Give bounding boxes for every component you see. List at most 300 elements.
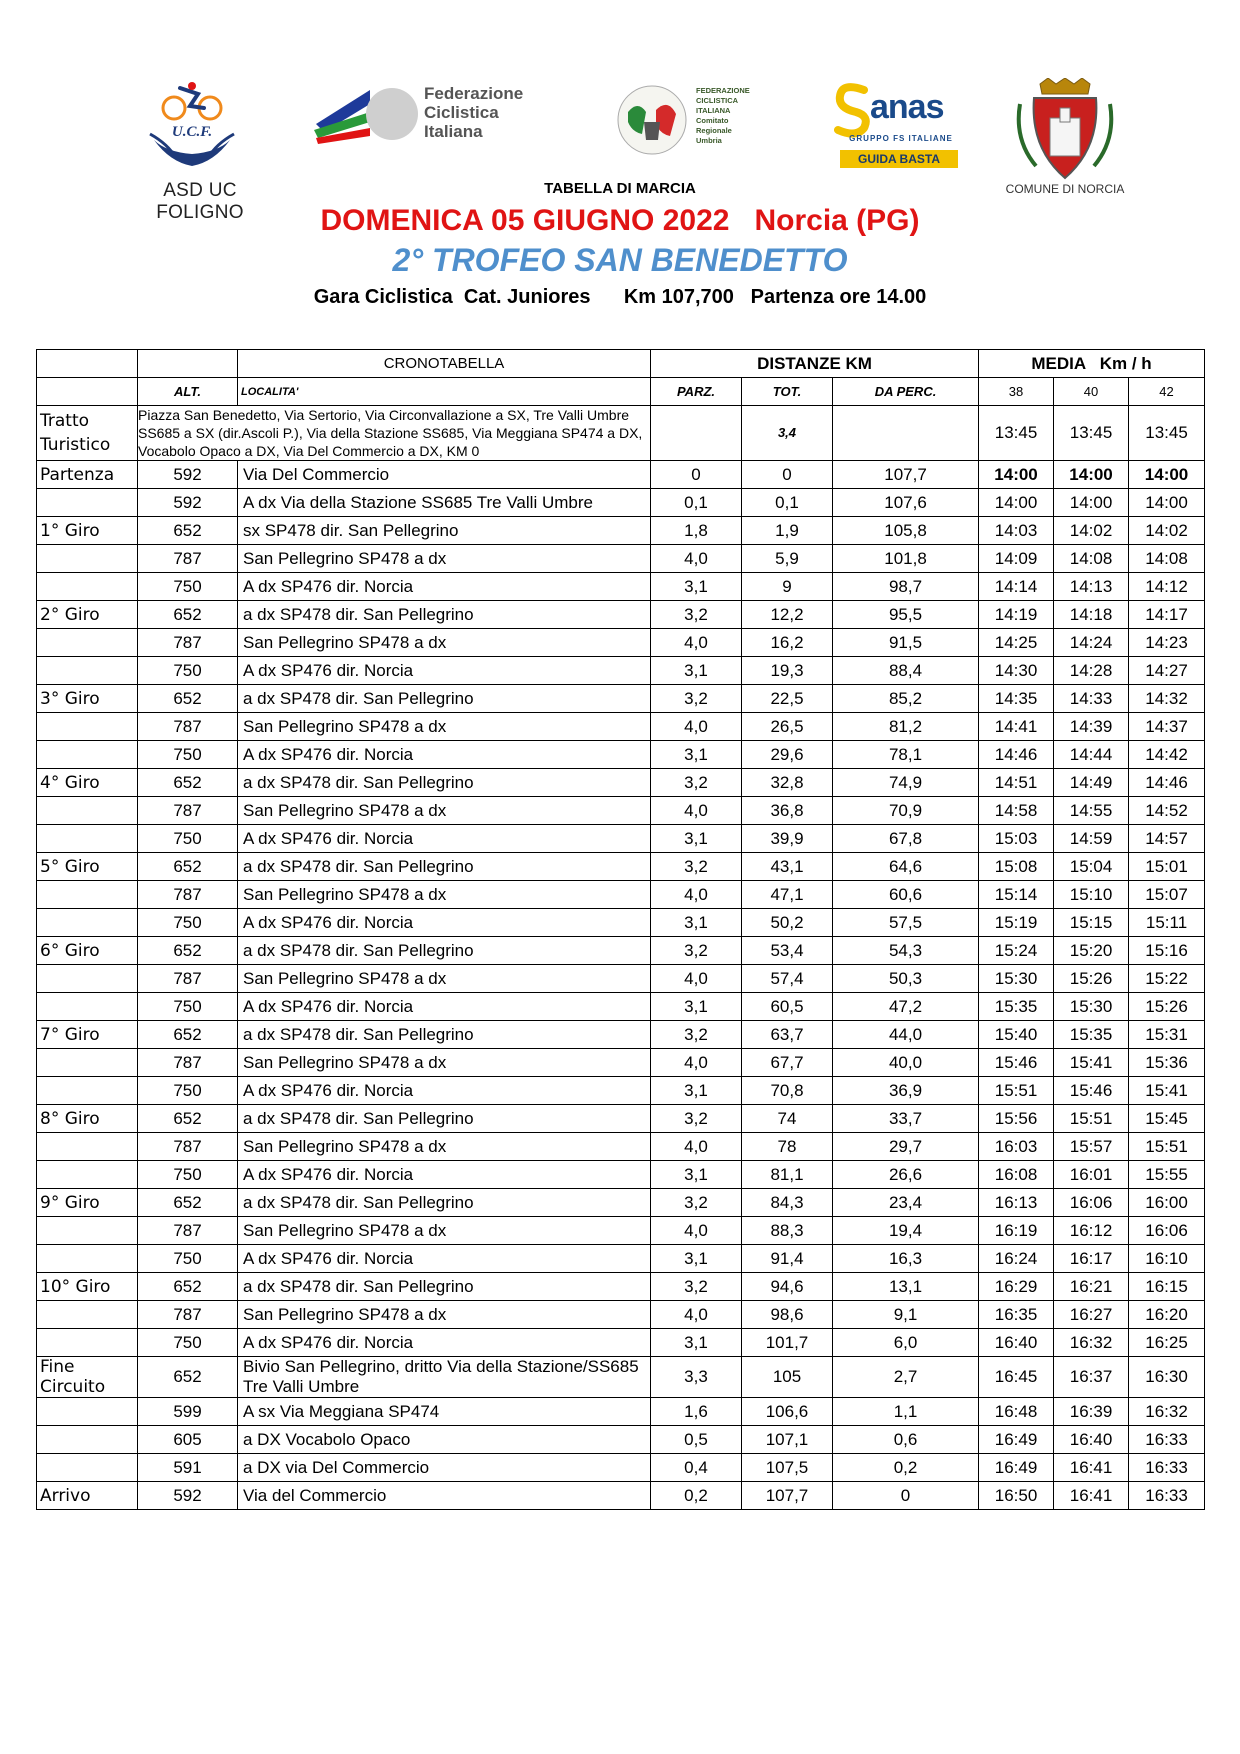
location-cell: Via del Commercio bbox=[238, 1482, 651, 1510]
crono-header: CRONOTABELLA bbox=[238, 350, 651, 378]
tot-cell: 26,5 bbox=[742, 713, 833, 741]
time-38: 16:13 bbox=[979, 1189, 1054, 1217]
parz-cell: 3,1 bbox=[651, 825, 742, 853]
location-cell: a dx SP478 dir. San Pellegrino bbox=[238, 937, 651, 965]
location-cell: a dx SP478 dir. San Pellegrino bbox=[238, 769, 651, 797]
table-row bbox=[37, 853, 1205, 881]
row-label: 6° Giro bbox=[37, 937, 138, 965]
time-40: 14:28 bbox=[1054, 657, 1129, 685]
daperc-cell: 2,7 bbox=[833, 1357, 979, 1398]
table-row bbox=[37, 685, 1205, 713]
time-42: 14:46 bbox=[1129, 769, 1205, 797]
parz-cell: 4,0 bbox=[651, 713, 742, 741]
parz-cell: 4,0 bbox=[651, 965, 742, 993]
altitude-cell: 599 bbox=[138, 1398, 238, 1426]
time-40: 16:12 bbox=[1054, 1217, 1129, 1245]
parz-cell: 4,0 bbox=[651, 1049, 742, 1077]
daperc-cell: 85,2 bbox=[833, 685, 979, 713]
alt-header: ALT. bbox=[138, 378, 238, 406]
daperc-cell: 98,7 bbox=[833, 573, 979, 601]
table-row bbox=[37, 1329, 1205, 1357]
table-row bbox=[37, 1105, 1205, 1133]
race-subtitle: Gara Ciclistica Cat. Juniores Km 107,700 Partenza ore 14.00 bbox=[313, 286, 927, 308]
time-38: 14:41 bbox=[979, 713, 1054, 741]
tot-cell: 47,1 bbox=[742, 881, 833, 909]
time-38: 13:45 bbox=[979, 406, 1054, 461]
parz-cell: 1,6 bbox=[651, 1398, 742, 1426]
fci-umbria-text: FEDERAZIONE CICLISTICA ITALIANA Comitato Regionale Umbria bbox=[696, 86, 750, 145]
altitude-cell: 750 bbox=[138, 993, 238, 1021]
time-38: 15:03 bbox=[979, 825, 1054, 853]
time-38: 16:45 bbox=[979, 1357, 1054, 1398]
daperc-cell: 47,2 bbox=[833, 993, 979, 1021]
table-row bbox=[37, 909, 1205, 937]
row-label: Partenza bbox=[37, 461, 138, 489]
cronotabella-table bbox=[36, 349, 1205, 1510]
table-row bbox=[37, 881, 1205, 909]
row-label: 1° Giro bbox=[37, 517, 138, 545]
header-row-2 bbox=[37, 378, 1205, 406]
row-label bbox=[37, 545, 138, 573]
time-40: 14:24 bbox=[1054, 629, 1129, 657]
row-label: Tratto Turistico bbox=[37, 406, 138, 461]
time-40: 15:30 bbox=[1054, 993, 1129, 1021]
altitude-cell: 750 bbox=[138, 657, 238, 685]
time-42: 14:02 bbox=[1129, 517, 1205, 545]
row-label bbox=[37, 1454, 138, 1482]
row-label bbox=[37, 1398, 138, 1426]
time-42: 15:51 bbox=[1129, 1133, 1205, 1161]
time-40: 15:04 bbox=[1054, 853, 1129, 881]
time-42: 14:32 bbox=[1129, 685, 1205, 713]
parz-cell: 3,2 bbox=[651, 1021, 742, 1049]
time-38: 15:46 bbox=[979, 1049, 1054, 1077]
tot-cell: 22,5 bbox=[742, 685, 833, 713]
table-row bbox=[37, 797, 1205, 825]
tot-cell: 39,9 bbox=[742, 825, 833, 853]
tot-cell: 1,9 bbox=[742, 517, 833, 545]
parz-cell: 3,2 bbox=[651, 937, 742, 965]
time-40: 13:45 bbox=[1054, 406, 1129, 461]
daperc-cell: 40,0 bbox=[833, 1049, 979, 1077]
time-42: 15:55 bbox=[1129, 1161, 1205, 1189]
time-38: 14:09 bbox=[979, 545, 1054, 573]
row-label bbox=[37, 1329, 138, 1357]
tot-cell: 107,1 bbox=[742, 1426, 833, 1454]
parz-cell: 0,2 bbox=[651, 1482, 742, 1510]
parz-cell: 3,3 bbox=[651, 1357, 742, 1398]
tot-cell: 9 bbox=[742, 573, 833, 601]
tot-cell: 29,6 bbox=[742, 741, 833, 769]
row-label: Arrivo bbox=[37, 1482, 138, 1510]
location-cell: a dx SP478 dir. San Pellegrino bbox=[238, 853, 651, 881]
daperc-cell: 23,4 bbox=[833, 1189, 979, 1217]
time-38: 15:40 bbox=[979, 1021, 1054, 1049]
time-40: 14:59 bbox=[1054, 825, 1129, 853]
time-40: 15:51 bbox=[1054, 1105, 1129, 1133]
tot-cell: 107,7 bbox=[742, 1482, 833, 1510]
time-42: 14:37 bbox=[1129, 713, 1205, 741]
time-38: 16:50 bbox=[979, 1482, 1054, 1510]
location-cell: A dx SP476 dir. Norcia bbox=[238, 1161, 651, 1189]
daperc-cell: 0,6 bbox=[833, 1426, 979, 1454]
altitude-cell: 652 bbox=[138, 517, 238, 545]
time-42: 15:26 bbox=[1129, 993, 1205, 1021]
tratto-turistico-tot: 3,4 bbox=[742, 406, 833, 461]
location-cell: San Pellegrino SP478 a dx bbox=[238, 1049, 651, 1077]
location-cell: San Pellegrino SP478 a dx bbox=[238, 797, 651, 825]
time-42: 14:23 bbox=[1129, 629, 1205, 657]
location-cell: A dx Via della Stazione SS685 Tre Valli Umbre bbox=[238, 489, 651, 517]
parz-cell: 3,1 bbox=[651, 741, 742, 769]
parz-cell: 3,2 bbox=[651, 769, 742, 797]
time-42: 16:33 bbox=[1129, 1482, 1205, 1510]
time-42: 16:10 bbox=[1129, 1245, 1205, 1273]
location-cell: a dx SP478 dir. San Pellegrino bbox=[238, 685, 651, 713]
altitude-cell: 787 bbox=[138, 713, 238, 741]
altitude-cell: 652 bbox=[138, 937, 238, 965]
time-40: 14:55 bbox=[1054, 797, 1129, 825]
tot-cell: 36,8 bbox=[742, 797, 833, 825]
localita-header: LOCALITA' bbox=[238, 378, 651, 406]
time-42: 14:52 bbox=[1129, 797, 1205, 825]
location-cell: A dx SP476 dir. Norcia bbox=[238, 1245, 651, 1273]
daperc-cell: 50,3 bbox=[833, 965, 979, 993]
tot-cell: 101,7 bbox=[742, 1329, 833, 1357]
norcia-crest-icon bbox=[990, 78, 1140, 182]
time-38: 16:40 bbox=[979, 1329, 1054, 1357]
altitude-cell: 652 bbox=[138, 1357, 238, 1398]
svg-text:U.C.F.: U.C.F. bbox=[171, 124, 213, 140]
time-40: 14:49 bbox=[1054, 769, 1129, 797]
table-row bbox=[37, 1133, 1205, 1161]
time-40: 16:41 bbox=[1054, 1454, 1129, 1482]
time-42: 16:00 bbox=[1129, 1189, 1205, 1217]
location-cell: A dx SP476 dir. Norcia bbox=[238, 909, 651, 937]
altitude-cell: 750 bbox=[138, 825, 238, 853]
time-38: 14:25 bbox=[979, 629, 1054, 657]
parz-cell: 3,1 bbox=[651, 573, 742, 601]
parz-cell: 3,2 bbox=[651, 853, 742, 881]
time-42: 15:01 bbox=[1129, 853, 1205, 881]
time-38: 14:46 bbox=[979, 741, 1054, 769]
time-40: 15:46 bbox=[1054, 1077, 1129, 1105]
time-38: 16:24 bbox=[979, 1245, 1054, 1273]
time-40: 15:41 bbox=[1054, 1049, 1129, 1077]
daperc-cell: 88,4 bbox=[833, 657, 979, 685]
tot-cell: 74 bbox=[742, 1105, 833, 1133]
tabella-di-marcia-label: TABELLA DI MARCIA bbox=[544, 180, 696, 197]
row-label bbox=[37, 489, 138, 517]
location-cell: a dx SP478 dir. San Pellegrino bbox=[238, 601, 651, 629]
daperc-cell: 107,7 bbox=[833, 461, 979, 489]
time-40: 14:33 bbox=[1054, 685, 1129, 713]
tot-cell: 81,1 bbox=[742, 1161, 833, 1189]
parz-cell: 3,2 bbox=[651, 685, 742, 713]
daperc-cell: 44,0 bbox=[833, 1021, 979, 1049]
parz-cell: 3,1 bbox=[651, 657, 742, 685]
daperc-cell: 60,6 bbox=[833, 881, 979, 909]
row-label bbox=[37, 881, 138, 909]
parz-cell: 3,1 bbox=[651, 1161, 742, 1189]
row-label bbox=[37, 825, 138, 853]
time-38: 14:14 bbox=[979, 573, 1054, 601]
tot-cell: 105 bbox=[742, 1357, 833, 1398]
altitude-cell: 652 bbox=[138, 601, 238, 629]
row-label: 8° Giro bbox=[37, 1105, 138, 1133]
time-42: 14:57 bbox=[1129, 825, 1205, 853]
altitude-cell: 592 bbox=[138, 1482, 238, 1510]
location-cell: a dx SP478 dir. San Pellegrino bbox=[238, 1189, 651, 1217]
daperc-cell: 26,6 bbox=[833, 1161, 979, 1189]
time-40: 14:39 bbox=[1054, 713, 1129, 741]
time-42: 16:25 bbox=[1129, 1329, 1205, 1357]
row-label bbox=[37, 1049, 138, 1077]
row-label bbox=[37, 909, 138, 937]
location-cell: San Pellegrino SP478 a dx bbox=[238, 965, 651, 993]
time-38: 14:19 bbox=[979, 601, 1054, 629]
fci-umbria-logo bbox=[612, 82, 772, 162]
parz-cell: 0,1 bbox=[651, 489, 742, 517]
time-42: 14:00 bbox=[1129, 489, 1205, 517]
parz-cell: 4,0 bbox=[651, 545, 742, 573]
time-42: 14:12 bbox=[1129, 573, 1205, 601]
row-label: 5° Giro bbox=[37, 853, 138, 881]
umbria-griffin-icon bbox=[612, 82, 692, 160]
parz-cell: 4,0 bbox=[651, 629, 742, 657]
speed-42-header: 42 bbox=[1129, 378, 1205, 406]
tratto-turistico-desc: Piazza San Benedetto, Via Sertorio, Via Circonvallazione a SX, Tre Valli Umbre SS685 a SX (dir.Ascoli P.), Via della Stazione SS685, Via Meggiana SP474 a DX, Vocabolo Opaco a DX, Via Del Commercio a DX, KM 0 bbox=[138, 406, 651, 461]
tot-cell: 16,2 bbox=[742, 629, 833, 657]
time-42: 16:33 bbox=[1129, 1426, 1205, 1454]
row-label bbox=[37, 657, 138, 685]
time-40: 16:21 bbox=[1054, 1273, 1129, 1301]
time-40: 15:10 bbox=[1054, 881, 1129, 909]
tot-cell: 78 bbox=[742, 1133, 833, 1161]
table-row bbox=[37, 769, 1205, 797]
speed-40-header: 40 bbox=[1054, 378, 1129, 406]
anas-logo bbox=[832, 78, 964, 170]
time-42: 15:07 bbox=[1129, 881, 1205, 909]
location-cell: A sx Via Meggiana SP474 bbox=[238, 1398, 651, 1426]
table-row bbox=[37, 629, 1205, 657]
location-cell: a DX Vocabolo Opaco bbox=[238, 1426, 651, 1454]
time-40: 14:44 bbox=[1054, 741, 1129, 769]
location-cell: a dx SP478 dir. San Pellegrino bbox=[238, 1021, 651, 1049]
daperc-cell: 33,7 bbox=[833, 1105, 979, 1133]
tot-cell: 91,4 bbox=[742, 1245, 833, 1273]
tot-cell: 70,8 bbox=[742, 1077, 833, 1105]
altitude-cell: 750 bbox=[138, 909, 238, 937]
time-40: 15:15 bbox=[1054, 909, 1129, 937]
time-42: 16:06 bbox=[1129, 1217, 1205, 1245]
altitude-cell: 605 bbox=[138, 1426, 238, 1454]
daperc-cell: 54,3 bbox=[833, 937, 979, 965]
daperc-cell: 29,7 bbox=[833, 1133, 979, 1161]
tot-cell: 107,5 bbox=[742, 1454, 833, 1482]
time-42: 15:31 bbox=[1129, 1021, 1205, 1049]
parz-cell: 0 bbox=[651, 461, 742, 489]
tot-cell: 60,5 bbox=[742, 993, 833, 1021]
row-label: 3° Giro bbox=[37, 685, 138, 713]
parz-cell: 4,0 bbox=[651, 1301, 742, 1329]
tot-cell: 43,1 bbox=[742, 853, 833, 881]
fci-logo bbox=[310, 82, 524, 146]
parz-cell: 3,2 bbox=[651, 1105, 742, 1133]
row-label: 9° Giro bbox=[37, 1189, 138, 1217]
race-name-title: 2° TROFEO SAN BENEDETTO bbox=[392, 242, 848, 278]
daperc-cell: 91,5 bbox=[833, 629, 979, 657]
table-row bbox=[37, 937, 1205, 965]
time-40: 14:00 bbox=[1054, 461, 1129, 489]
table-row bbox=[37, 825, 1205, 853]
time-40: 16:01 bbox=[1054, 1161, 1129, 1189]
table-row bbox=[37, 489, 1205, 517]
fci-text: Federazione Ciclistica Italiana bbox=[424, 84, 524, 141]
row-label bbox=[37, 993, 138, 1021]
time-40: 16:39 bbox=[1054, 1398, 1129, 1426]
location-cell: San Pellegrino SP478 a dx bbox=[238, 629, 651, 657]
time-38: 14:00 bbox=[979, 489, 1054, 517]
location-cell: San Pellegrino SP478 a dx bbox=[238, 1301, 651, 1329]
time-38: 16:03 bbox=[979, 1133, 1054, 1161]
altitude-cell: 652 bbox=[138, 1021, 238, 1049]
location-cell: A dx SP476 dir. Norcia bbox=[238, 825, 651, 853]
time-42: 16:20 bbox=[1129, 1301, 1205, 1329]
time-38: 16:35 bbox=[979, 1301, 1054, 1329]
table-row bbox=[37, 1189, 1205, 1217]
parz-cell: 4,0 bbox=[651, 1217, 742, 1245]
tot-cell: 19,3 bbox=[742, 657, 833, 685]
time-38: 14:03 bbox=[979, 517, 1054, 545]
table-row bbox=[37, 601, 1205, 629]
row-label bbox=[37, 1133, 138, 1161]
altitude-cell: 750 bbox=[138, 1077, 238, 1105]
table-row bbox=[37, 741, 1205, 769]
altitude-cell: 652 bbox=[138, 853, 238, 881]
altitude-cell: 750 bbox=[138, 1161, 238, 1189]
table-row bbox=[37, 965, 1205, 993]
altitude-cell: 787 bbox=[138, 545, 238, 573]
altitude-cell: 787 bbox=[138, 1133, 238, 1161]
time-38: 14:35 bbox=[979, 685, 1054, 713]
time-40: 15:26 bbox=[1054, 965, 1129, 993]
location-cell: Bivio San Pellegrino, dritto Via della Stazione/SS685 Tre Valli Umbre bbox=[238, 1357, 651, 1398]
location-cell: A dx SP476 dir. Norcia bbox=[238, 573, 651, 601]
time-40: 16:27 bbox=[1054, 1301, 1129, 1329]
time-42: 15:16 bbox=[1129, 937, 1205, 965]
time-42: 14:17 bbox=[1129, 601, 1205, 629]
table-row bbox=[37, 1049, 1205, 1077]
row-label bbox=[37, 1426, 138, 1454]
altitude-cell: 787 bbox=[138, 629, 238, 657]
time-38: 15:56 bbox=[979, 1105, 1054, 1133]
daperc-cell: 0,2 bbox=[833, 1454, 979, 1482]
location-cell: Via Del Commercio bbox=[238, 461, 651, 489]
time-38: 14:00 bbox=[979, 461, 1054, 489]
parz-cell: 4,0 bbox=[651, 797, 742, 825]
anas-word: anas bbox=[870, 88, 944, 126]
daperc-cell: 16,3 bbox=[833, 1245, 979, 1273]
tot-header: TOT. bbox=[742, 378, 833, 406]
row-label bbox=[37, 713, 138, 741]
daperc-cell: 95,5 bbox=[833, 601, 979, 629]
altitude-cell: 652 bbox=[138, 685, 238, 713]
parz-cell: 0,4 bbox=[651, 1454, 742, 1482]
tot-cell: 0 bbox=[742, 461, 833, 489]
time-38: 16:49 bbox=[979, 1454, 1054, 1482]
tot-cell: 12,2 bbox=[742, 601, 833, 629]
altitude-cell: 787 bbox=[138, 881, 238, 909]
speed-38-header: 38 bbox=[979, 378, 1054, 406]
location-cell: San Pellegrino SP478 a dx bbox=[238, 545, 651, 573]
row-label: 7° Giro bbox=[37, 1021, 138, 1049]
row-label: 4° Giro bbox=[37, 769, 138, 797]
daperc-cell: 67,8 bbox=[833, 825, 979, 853]
altitude-cell: 592 bbox=[138, 489, 238, 517]
row-label bbox=[37, 573, 138, 601]
altitude-cell: 787 bbox=[138, 1217, 238, 1245]
daperc-cell: 78,1 bbox=[833, 741, 979, 769]
altitude-cell: 652 bbox=[138, 1273, 238, 1301]
time-42: 15:45 bbox=[1129, 1105, 1205, 1133]
time-42: 15:41 bbox=[1129, 1077, 1205, 1105]
time-38: 16:48 bbox=[979, 1398, 1054, 1426]
table-row bbox=[37, 1161, 1205, 1189]
location-cell: San Pellegrino SP478 a dx bbox=[238, 713, 651, 741]
time-42: 15:36 bbox=[1129, 1049, 1205, 1077]
tot-cell: 5,9 bbox=[742, 545, 833, 573]
time-40: 14:13 bbox=[1054, 573, 1129, 601]
time-42: 16:33 bbox=[1129, 1454, 1205, 1482]
row-label bbox=[37, 1161, 138, 1189]
altitude-cell: 652 bbox=[138, 769, 238, 797]
time-40: 15:57 bbox=[1054, 1133, 1129, 1161]
parz-cell: 4,0 bbox=[651, 881, 742, 909]
time-40: 15:35 bbox=[1054, 1021, 1129, 1049]
time-42: 16:30 bbox=[1129, 1357, 1205, 1398]
daperc-cell: 101,8 bbox=[833, 545, 979, 573]
daperc-cell: 57,5 bbox=[833, 909, 979, 937]
time-42: 16:15 bbox=[1129, 1273, 1205, 1301]
daperc-header: DA PERC. bbox=[833, 378, 979, 406]
time-38: 15:19 bbox=[979, 909, 1054, 937]
parz-cell: 3,2 bbox=[651, 1189, 742, 1217]
tot-cell: 0,1 bbox=[742, 489, 833, 517]
time-38: 14:51 bbox=[979, 769, 1054, 797]
tot-cell: 84,3 bbox=[742, 1189, 833, 1217]
header-row-1 bbox=[37, 350, 1205, 378]
fci-emblem-icon bbox=[310, 82, 420, 146]
time-40: 14:18 bbox=[1054, 601, 1129, 629]
race-date-title: DOMENICA 05 GIUGNO 2022 Norcia (PG) bbox=[320, 204, 920, 237]
time-40: 16:17 bbox=[1054, 1245, 1129, 1273]
location-cell: sx SP478 dir. San Pellegrino bbox=[238, 517, 651, 545]
parz-cell: 3,2 bbox=[651, 1273, 742, 1301]
table-row bbox=[37, 545, 1205, 573]
time-42: 13:45 bbox=[1129, 406, 1205, 461]
parz-cell: 3,1 bbox=[651, 1245, 742, 1273]
table-row bbox=[37, 1021, 1205, 1049]
time-42: 16:32 bbox=[1129, 1398, 1205, 1426]
row-label bbox=[37, 629, 138, 657]
location-cell: A dx SP476 dir. Norcia bbox=[238, 741, 651, 769]
anas-guida: GUIDA BASTA bbox=[840, 150, 958, 168]
time-40: 14:02 bbox=[1054, 517, 1129, 545]
table-row bbox=[37, 1245, 1205, 1273]
tot-cell: 63,7 bbox=[742, 1021, 833, 1049]
time-38: 15:30 bbox=[979, 965, 1054, 993]
